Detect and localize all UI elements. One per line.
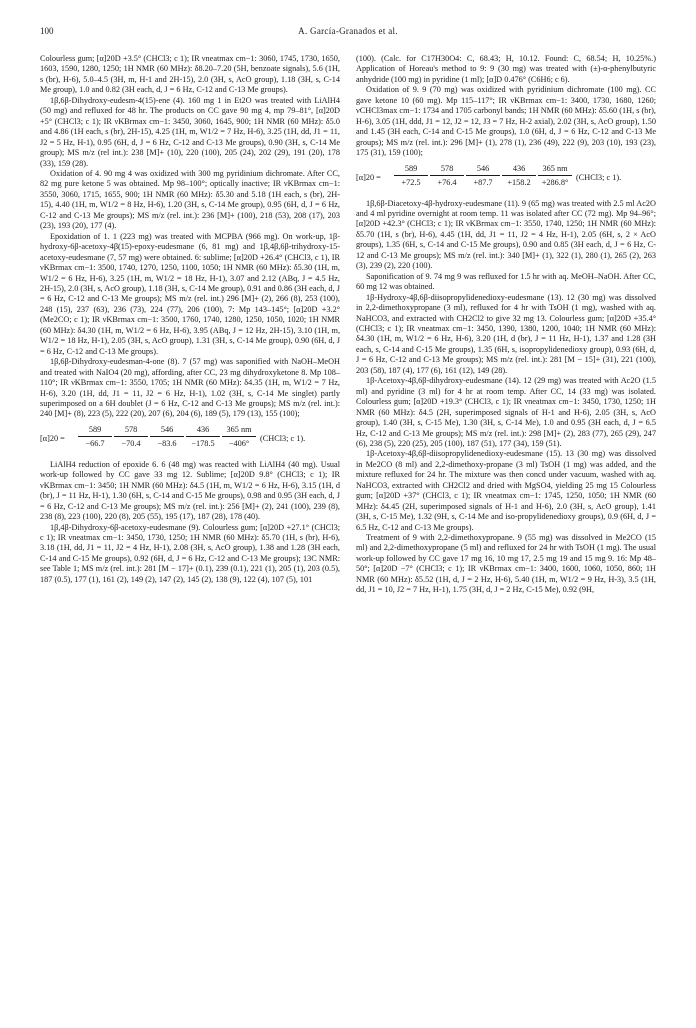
paragraph: Saponification of 9. 74 mg 9 was refluxed for 1.5 hr with aq. MeOH–NaOH. After CC, 60 mg 12 was obtained. [356, 271, 656, 292]
paragraph: 1β,6β-Dihydroxy-eudesm-4(15)-ene (4). 160 mg 1 in Et2O was treated with LiAlH4 (50 mg) and refluxed for 48 hr. The products on CC gave 90 mg 4, mp 79–81°, [α]20D +5° (CHCl3; c 1); IR νKBrmax cm−1: 3450, 3060, 1645, 900; 1H NMR (60 MHz): δ5.0 and 4.86 (1H each, s (br), 2H-15), 4.25 (1H, m, W1/2 = 7 Hz, H-6), 3.25 (1H, dd, J1 = 11, J2 = 5 Hz, H-1), 0.95 (6H, d, J = 6 Hz, C-12 and C-13 Me groups), 0.90 (3H, s, C-14 Me group); MS m/z (rel int.): 238 [M]+ (10), 220 (100), 205 (24), 202 (29), 191 (20), 178 (33), 159 (28). [40, 95, 340, 168]
paragraph: 1β-Acetoxy-4β,6β-dihydroxy-eudesmane (14). 12 (29 mg) was treated with Ac2O (1.5 ml) and pyridine (3 ml) for 4 hr at room temp. After CC, 14 (33 mg) was isolated. Colourless gum; [α]20D +19.3° (CHCl3, c 1); IR νneatmax cm−1: 3450, 1730, 1250; 1H NMR (60 MHz): δ4.5 (2H, superimposed signals of H-1 and H-6), 2.05 (3H, s, AcO group), 1.40 (3H, s, C-15 Me), 1.30 (3H, s, C-14 Me), 1.0 and 0.95 (3H each, d, J = 6.5 Hz, C-12 and C-13 Me groups); MS m/z (rel. int.): 298 [M]+ (2), 283 (77), 265 (29), 247 (6), 238 (5), 220 (25), 205 (100), 187 (51), 177 (34), 159 (51). [356, 376, 656, 448]
paragraph: Oxidation of 9. 9 (70 mg) was oxidized with pyridinium dichromate (100 mg). CC gave ketone 10 (60 mg). Mp 115–117°; IR νKBrmax cm−1: 3400, 1730, 1680, 1260; νCHCl3max cm−1: 1734 and 1705 carbonyl bands; 1H NMR (60 MHz): δ5.60 (1H, s (br), H-6), 3.05 (1H, ddd, J1 = 12, J2 = 12, J3 = 7 Hz, H-2 axial), 2.02 (3H, s, AcO group), 1.50 and 1.45 (3H each, C-14 and C-15 Me groups), 1.0 (6H, d, J = 6 Hz, C-12 and C-13 Me groups); MS m/z (rel. int.): 296 [M]+ (1), 278 (1), 236 (49), 222 (9), 203 (10), 193 (23), 175 (31), 159 (100); [356, 85, 656, 158]
right-column [356, 54, 656, 1014]
wavelength: 436 [502, 164, 536, 176]
page-header [40, 26, 656, 40]
wavelength: 578 [430, 164, 464, 176]
paragraph: 1β,6β-Diacetoxy-4β-hydroxy-eudesmane (11). 9 (65 mg) was treated with 2.5 ml Ac2O and 4 ml pyridine overnight at room temp. 11 was isolated after CC (72 mg). Mp 94–96°; [α]20D +42.3° (CHCl3; c 1); IR νKBrmax cm−1: 3550, 1740, 1250; 1H NMR (60 MHz): δ5.70 (1H, s (br), H-6), 4.45 (1H, dd, J1 = 11, J2 = 4 Hz, H-1), 2.05 (6H, s, 2 × AcO groups), 1.35 (6H, s, C-14 and C-15 Me groups), 0.90 and 0.85 (3H each, d, J = 6 Hz, C-12 and C-13 Me groups); MS m/z (rel. int.): 340 [M]+ (1), 322 (1), 280 (1), 265 (2), 263 (3), 239 (2), 220 (100). [356, 198, 656, 271]
wavelength: 436 [186, 425, 220, 437]
optical-rotation-table [356, 164, 656, 194]
paragraph: (100). (Calc. for C17H30O4: C, 68.43; H, 10.12. Found: C, 68.54; H, 10.25%.) Application of Horeau's method to 9: 9 (30 mg) was treated with (±)-α-phenylbutyric anhydride (100 mg) in pyridine (1 ml); [α]D 0.476° (C6H6; c 6). [356, 54, 656, 84]
left-column [40, 54, 340, 1014]
rotation-value: −70.4 [121, 439, 141, 449]
page-number: 100 [40, 26, 54, 36]
paragraph: LiAlH4 reduction of epoxide 6. 6 (48 mg) was reacted with LiAlH4 (40 mg). Usual work-up followed by CC gave 33 mg 12. Sublime; [α]20D 9.8° (CHCl3; c 1); IR νKBrmax cm−1: 3450; 1H NMR (60 MHz): δ4.5 (1H, m, W1/2 = 6 Hz, H-6), 3.15 (1H, d (br), J = 11 Hz, H-1), 1.30 (6H, s, C-14 and C-15 Me groups), 0.98 and 0.95 (3H each, d, J = 6 Hz, C-12 and C-13 Me groups); MS m/z (rel. int.): 256 [M]+ (2), 241 (100), 239 (8), 238 (8), 223 (100), 220 (8), 205 (55), 195 (17), 187 (28), 178 (40). [40, 459, 340, 522]
paragraph: 1β-Hydroxy-4β,6β-diisopropylidenedioxy-eudesmane (13). 12 (30 mg) was dissolved in 2,2-dimethoxypropane (3 ml), refluxed for 4 hr with TsOH (1 mg), washed with aq. NaHCO3, and extracted with CH2Cl2 to give 32 mg 13. Colourless gum; [α]20D +35.4° (CHCl3; c 1); IR νneatmax cm−1: 3450, 1390, 1380, 1200, 1040; 1H NMR (60 MHz): δ4.30 (1H, m, W1/2 = 6 Hz, H-6), 3.20 (1H, d (br), J = 11 Hz, H-1), 1.37 and 1.28 (3H each, s, C-14 and C-15 Me groups), 1.35 (6H, s, isopropylidenedioxy group), 0.93 (6H, d, J = 6 Hz, C-12 and C-13 Me groups); MS m/z (rel. int.): 281 [M − 15]+ (31), 221 (100), 203 (58), 187 (4), 177 (6), 161 (12), 149 (28). [356, 292, 656, 375]
paragraph: Colourless gum; [α]20D +3.5° (CHCl3; c 1); IR νneatmax cm−1: 3060, 1745, 1730, 1650, 1603, 1590, 1280, 1250; 1H NMR (60 MHz): δ8.20–7.20 (5H, benzoate signals), 5.6 (1H, s (br), H-6), 5.0–4.5 (3H, m, H-1 and 2H-15), 2.0 (3H, s, AcO group), 1.18 (3H, s, C-14 Me group), 1.0 and 0.82 (3H each, d, J = 6 Hz, C-12 and C-13 Me groups). [40, 54, 340, 95]
rotation-value: +158.2 [507, 177, 531, 187]
rotation-value: +286.8° [541, 177, 569, 187]
wavelength: 365 nm [538, 164, 572, 176]
paragraph: 1β,6β-Dihydroxy-eudesman-4-one (8). 7 (57 mg) was saponified with NaOH–MeOH and treated with NaIO4 (20 mg), affording, after CC, 23 mg dihydroxyketone 8. Mp 108–110°; IR νKBrmax cm−1: 3550, 1705; 1H NMR (60 MHz): δ4.35 (1H, m, W1/2 = 7 Hz, H-6), 3.20 (1H, dd, J1 = 11, J2 = 6 Hz, H-1), 1.02 (3H, s, C-14 Me singlet) partly superimposed on a 6H doublet (J = 6 Hz, C-12 and C-13 Me groups); MS m/z (rel. int.): 240 [M]+ (8), 223 (5), 222 (20), 207 (6), 204 (6), 189 (5), 179 (13), 155 (100); [40, 357, 340, 419]
paragraph: Epoxidation of 1. 1 (223 mg) was treated with MCPBA (966 mg). On work-up, 1β-hydroxy-6β-acetoxy-4β(15)-epoxy-eudesmane (6, 81 mg) and 1β,4β,6β-trihydroxy-15-acetoxy-eudesmane (7, 57 mg) were obtained. 6: sublime; [α]20D +26.4° (CHCl3, c 1), IR νKBrmax cm−1: 3500, 1740, 1270, 1250, 1100, 1050; 1H NMR (60 MHz): δ5.30 (1H, m, W1/2 = 6 Hz, H-6), 3.25 (1H, m, W1/2 = 18 Hz, H-1), 3.07 and 2.12 (ABq, J = 4.5 Hz, 2H-15), 2.0 (3H, s, AcO group), 1.18 (3H, s, C-14 Me group), 0.91 and 0.86 (3H each, d, J = 6 Hz, C-12 and C-13 Me groups); MS m/z (rel. int.) 296 [M]+ (2), 266 (8), 253 (100), 248 (15), 237 (63), 236 (73), 224 (77), 206 (100), 7: Mp 143–145°; [α]20D +3.2° (Me2CO; c 1); IR νKBrmax cm−1: 3500, 1760, 1740, 1280, 1250, 1050, 1020; 1H NMR (60 MHz): δ4.30 (1H, m, W1/2 = 6 Hz, H-6), 3.95 (ABq, J = 12 Hz, 2H-15), 3.10 (1H, m, W1/2 = 18 Hz, H-1), 2.05 (3H, s, AcO group), 1.31 (3H, s, C-14 Me group), 0.90 (6H, d, J = 6 Hz, C-12 and C-13 Me groups). [40, 231, 340, 356]
running-head: A. García-Granados et al. [298, 26, 398, 36]
wavelength: 589 [394, 164, 428, 176]
wavelength: 578 [114, 425, 148, 437]
wavelength: 546 [466, 164, 500, 176]
paragraph: Oxidation of 4. 90 mg 4 was oxidized with 300 mg pyridinium dichromate. After CC, 82 mg pure ketone 5 was obtained. Mp 98–100°; optically inactive; IR νKBrmax cm−1: 3550, 3060, 1715, 1655, 900; 1H NMR (60 MHz): δ5.30 and 5.18 (1H each, s (br), 2H-15), 4.40 (1H, m, W1/2 = 8 Hz, H-6), 1.20 (3H, s, C-14 Me group), 0.95 (6H, d, J = 6 Hz, C-12 and C-13 Me groups); MS m/z (rel. int.): 236 [M]+ (100), 218 (53), 208 (17), 203 (23), 193 (20), 177 (4). [40, 168, 340, 231]
wavelength: 365 nm [222, 425, 256, 437]
rotation-value: −83.6 [157, 439, 177, 449]
rotation-value: +87.7 [473, 177, 493, 187]
paragraph: Treatment of 9 with 2,2-dimethoxypropane. 9 (55 mg) was dissolved in Me2CO (15 ml) and 2,2-dimethoxypropane (5 ml) and refluxed for 24 hr with TsOH (1 mg). The usual work-up followed by CC gave 17 mg 16, 10 mg 17, 2.5 mg 19 and 15 mg 9. 16: Mp 48–50°; [α]20D −7° (CHCl3; c 1); IR νKBrmax cm−1: 3400, 1600, 1060, 1050, 860; 1H NMR (60 MHz): δ5.52 (1H, d, J = 2 Hz, H-6), 5.40 (1H, m, W1/2 = 9 Hz, H-3), 3.5 (1H, dd, J1 = 10, J2 = 7 Hz, H-1), 1.75 (3H, d, J = 2 Hz, C-15 Me), 0.92 (9H, [356, 533, 656, 595]
rotation-label: [α]20 = [40, 433, 65, 443]
rotation-solvent: (CHCl3; c 1). [576, 172, 622, 182]
rotation-value: −178.5 [191, 439, 215, 449]
rotation-solvent: (CHCl3; c 1). [260, 433, 306, 443]
optical-rotation-table [40, 425, 340, 455]
rotation-label: [α]20 = [356, 172, 381, 182]
paragraph: 1β,4β-Dihydroxy-6β-acetoxy-eudesmane (9). Colourless gum; [α]20D +27.1° (CHCl3; c 1); IR νneatmax cm−1: 3450, 1730, 1250; 1H NMR (60 MHz): δ5.70 (1H, s (br), H-6), 3.18 (1H, dd, J1 = 11, J2 = 4 Hz, H-1), 2.08 (3H, s, AcO group), 1.38 and 1.28 (3H each, C-14 and C-15 Me groups), 0.92 (6H, d, J = 6 Hz, C-12 and C-13 Me groups); 13C NMR: see Table 1; MS m/z (rel. int.): 281 [M − 17]+ (0.1), 239 (0.1), 221 (1), 205 (1), 203 (0.5), 187 (0.5), 177 (1), 161 (2), 149 (2), 147 (2), 145 (2), 138 (9), 122 (4), 107 (5), 101 [40, 522, 340, 584]
wavelength: 546 [150, 425, 184, 437]
paragraph: 1β-Acetoxy-4β,6β-diisopropylidenedioxy-eudesmane (15). 13 (30 mg) was dissolved in Me2CO (8 ml) and 2,2-dimethoxy-propane (3 ml) TsOH (1 mg) was added, and the mixture refluxed for 24 hr. The mixture was then concd under vacuum, washed with aq. NaHCO3, extracted with CH2Cl2 and dried with MgSO4, yielding 25 mg 15 Colourless gum; [α]20D +37° (CHCl3, c 1); IR νneatmax cm−1: 1745, 1250, 1050; 1H NMR (60 MHz): δ4.45 (2H, superimposed signals of H-1 and H-6), 2.0 (3H, s, AcO group), 1.41 (3H, s, C-15 Me), 1.32 (9H, s, C-14 Me and iso-propylidenedioxy groups), 0.9 (6H, d, J = 6.5 Hz, C-12 and C-13 Me groups). [356, 449, 656, 532]
rotation-value: +72.5 [401, 177, 421, 187]
wavelength: 589 [78, 425, 112, 437]
rotation-value: +76.4 [437, 177, 457, 187]
rotation-value: −66.7 [85, 439, 105, 449]
body-columns [40, 54, 656, 1014]
rotation-value: −406° [228, 439, 250, 449]
